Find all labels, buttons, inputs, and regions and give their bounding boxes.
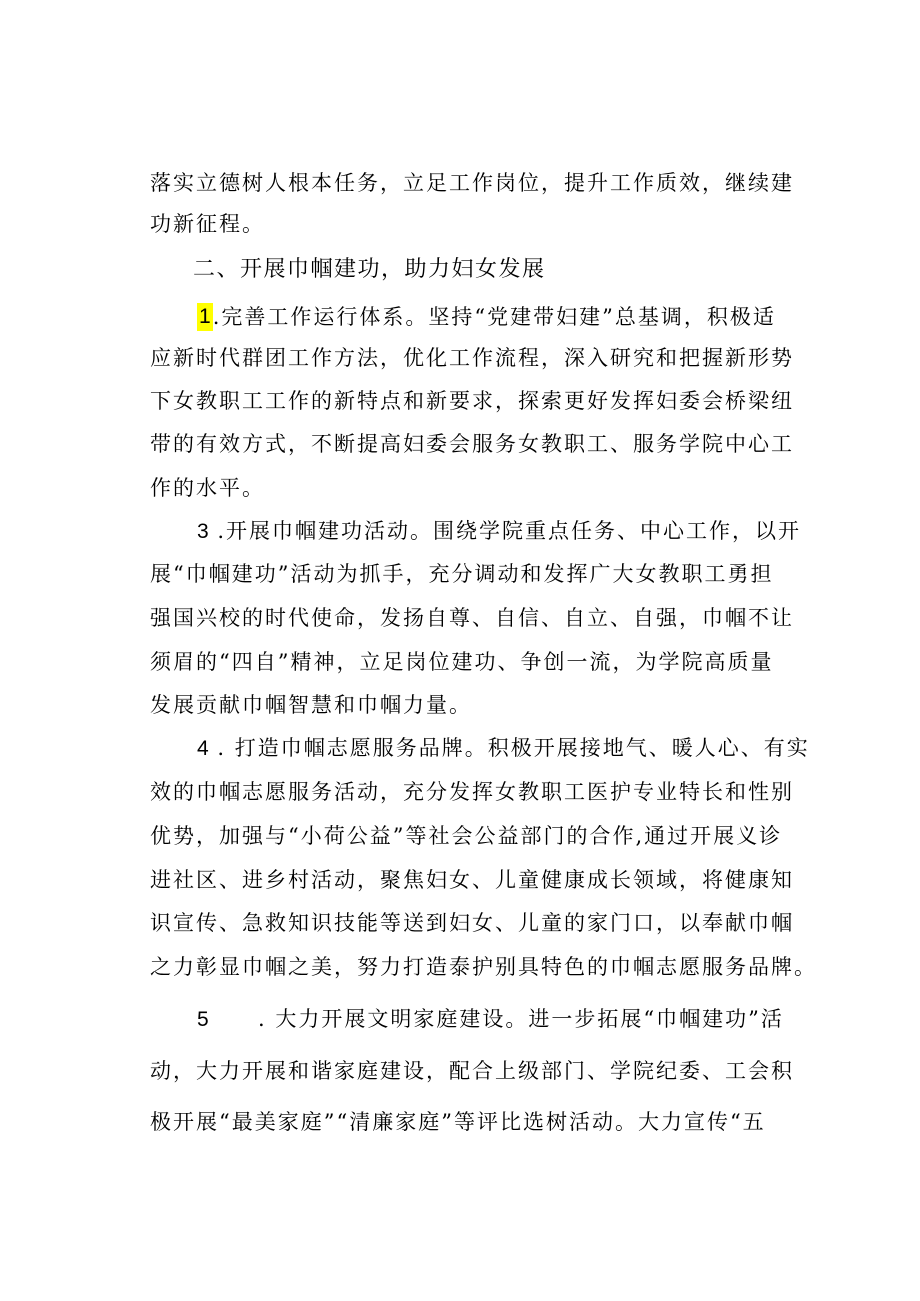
text-line: 极开展“最美家庭”“清廉家庭”等评比选树活动。大力宣传“五	[150, 1110, 766, 1134]
text-line: 作的水平。	[150, 476, 265, 500]
paragraph-number: 5	[197, 1008, 209, 1031]
paragraph-lead-text: .完善工作运行体系。坚持“党建带妇建”总基调，积极适	[212, 305, 776, 329]
text-line: 效的巾帼志愿服务活动，充分发挥女教职工医护专业特长和性别	[150, 780, 794, 804]
text-line: 识宣传、急救知识技能等送到妇女、儿童的家门口，以奉献巾帼	[150, 911, 794, 935]
paragraph-lead-text: . 打造巾帼志愿服务品牌。积极开展接地气、暖人心、有实	[208, 736, 810, 760]
text-line: 下女教职工工作的新特点和新要求，探索更好发挥妇委会桥梁纽	[150, 389, 794, 413]
text-line: 进社区、进乡村活动，聚焦妇女、儿童健康成长领域，将健康知	[150, 868, 794, 892]
text-line: 带的有效方式，不断提高妇委会服务女教职工、服务学院中心工	[150, 432, 794, 456]
paragraph-first-line	[197, 305, 776, 331]
paragraph-lead-text: .开展巾帼建功活动。围绕学院重点任务、中心工作，以开	[208, 519, 802, 543]
text-line: 动，大力开展和谐家庭建设，配合上级部门、学院纪委、工会积	[150, 1059, 794, 1083]
section-heading: 二、开展巾帼建功，助力妇女发展	[193, 257, 546, 282]
highlighted-paragraph-number: 1	[197, 303, 213, 331]
text-line: 强国兴校的时代使命，发扬自尊、自信、自立、自强，巾帼不让	[150, 606, 794, 630]
text-line: 落实立德树人根本任务，立足工作岗位，提升工作质效，继续建	[150, 171, 794, 195]
paragraph-first-line	[197, 519, 801, 544]
text-line: 发展贡献巾帼智慧和巾帼力量。	[150, 693, 472, 717]
text-line: 展“巾帼建功”活动为抓手，充分调动和发挥广大女教职工勇担	[150, 562, 774, 586]
paragraph-lead-text: . 大力开展文明家庭建设。进一步拓展“巾帼建功”活	[258, 1007, 784, 1031]
text-line: 之力彰显巾帼之美，努力打造泰护别具特色的巾帼志愿服务品牌。	[150, 955, 817, 979]
paragraph-number: 4	[197, 737, 209, 760]
text-line: 须眉的“四自”精神，立足岗位建功、争创一流，为学院高质量	[150, 650, 774, 674]
text-line: 优势，加强与“小荷公益”等社会公益部门的合作,通过开展义诊	[150, 824, 783, 848]
paragraph-number-line	[197, 1007, 209, 1032]
paragraph-first-line	[197, 736, 810, 761]
paragraph-number: 3	[197, 520, 209, 543]
text-line: 功新征程。	[150, 212, 265, 236]
text-line: 应新时代群团工作方法，优化工作流程，深入研究和把握新形势	[150, 346, 794, 370]
